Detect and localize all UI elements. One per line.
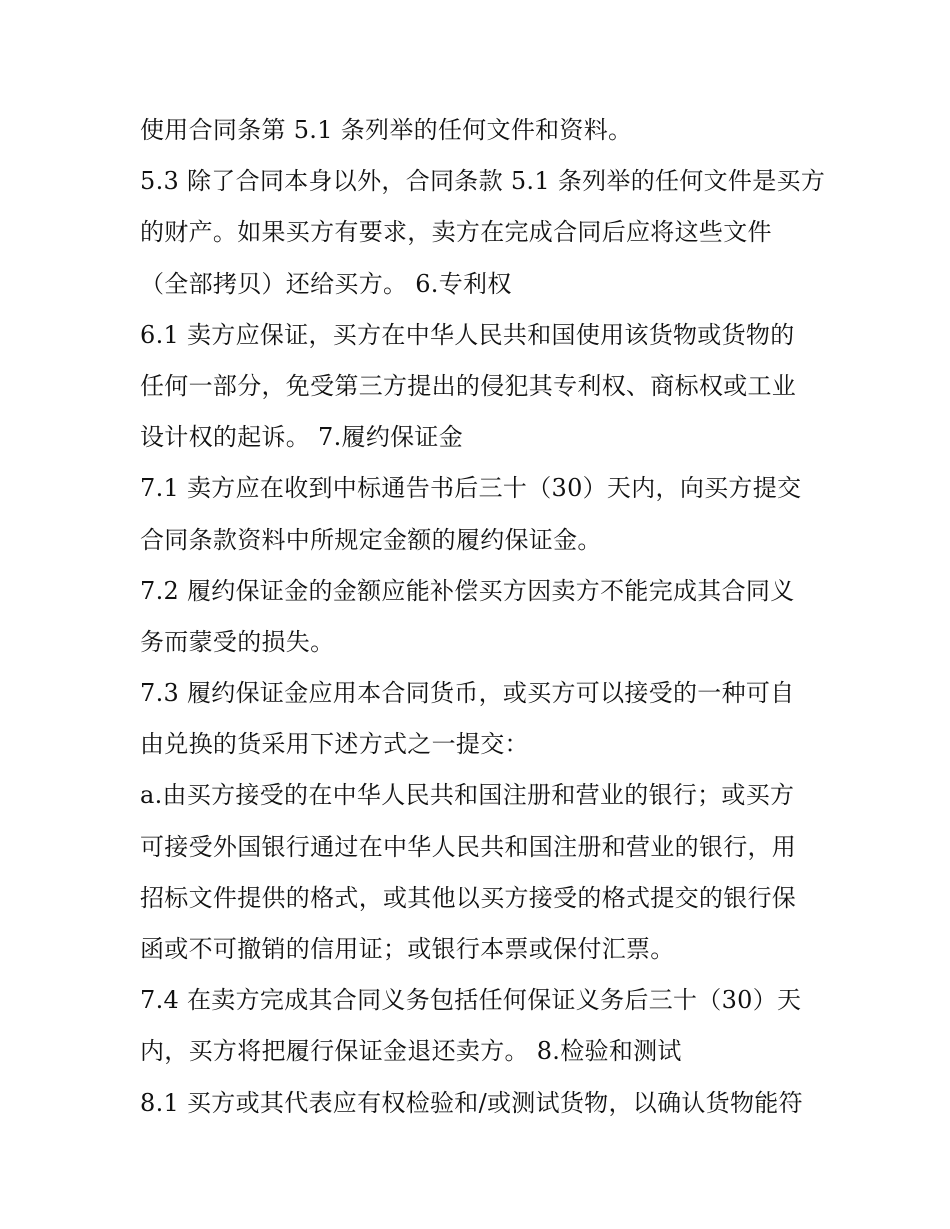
text-line: a.由买方接受的在中华人民共和国注册和营业的银行；或买方 (140, 781, 795, 810)
text-line: （全部拷贝）还给买方。 6.专利权 (140, 269, 512, 298)
text-line: 设计权的起诉。 7.履约保证金 (140, 423, 464, 452)
text-line: 合同条款资料中所规定金额的履约保证金。 (140, 525, 602, 554)
text-line: 内，买方将把履行保证金退还卖方。 8.检验和测试 (140, 1037, 682, 1066)
text-line: 使用合同条第 5.1 条列举的任何文件和资料。 (140, 116, 633, 144)
text-line: 函或不可撤销的信用证；或银行本票或保付汇票。 (140, 935, 675, 963)
text-line: 7.3 履约保证金应用本合同货币，或买方可以接受的一种可自 (140, 679, 795, 708)
text-line: 务而蒙受的损失。 (140, 627, 335, 656)
text-line: 7.4 在卖方完成其合同义务包括任何保证义务后三十（30）天 (140, 986, 802, 1015)
text-line: 的财产。如果买方有要求，卖方在完成合同后应将这些文件 (140, 218, 772, 247)
text-line: 7.1 卖方应在收到中标通告书后三十（30）天内，向买方提交 (140, 474, 802, 503)
document-body (140, 105, 840, 1129)
text-line: 5.3 除了合同本身以外，合同条款 5.1 条列举的任何文件是买方 (140, 167, 826, 196)
text-line: 7.2 履约保证金的金额应能补偿买方因卖方不能完成其合同义 (140, 576, 795, 605)
text-line: 任何一部分，免受第三方提出的侵犯其专利权、商标权或工业 (140, 371, 797, 400)
text-line: 8.1 买方或其代表应有权检验和/或测试货物，以确认货物能符 (140, 1088, 803, 1117)
text-line: 可接受外国银行通过在中华人民共和国注册和营业的银行，用 (140, 832, 797, 861)
text-line: 6.1 卖方应保证，买方在中华人民共和国使用该货物或货物的 (140, 320, 795, 349)
text-line: 由兑换的货采用下述方式之一提交： (140, 730, 529, 759)
text-line: 招标文件提供的格式，或其他以买方接受的格式提交的银行保 (140, 883, 797, 912)
